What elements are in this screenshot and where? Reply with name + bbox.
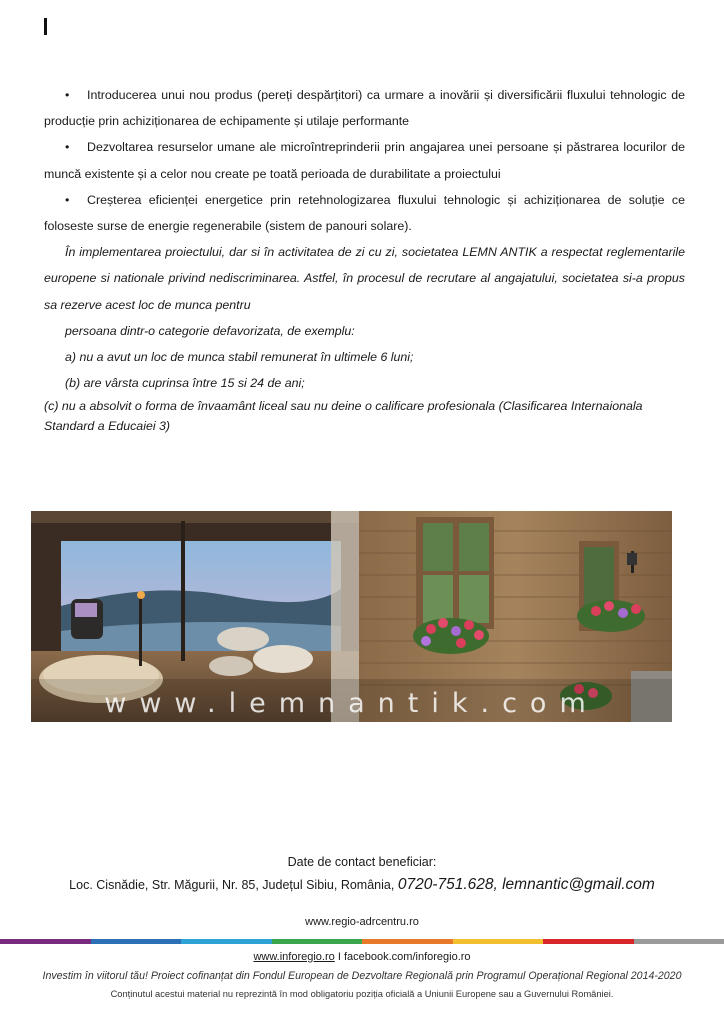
stripe-segment [453,939,544,944]
criterion-b: (b) are vârsta cuprinsa între 15 si 24 de ani; [65,376,305,391]
corner-mark [44,18,47,35]
contact-details [0,876,724,894]
bullet-text: Creșterea eficienței energetice prin retehnologizarea fluxului tehnologic și achiziționarea de soluție ce foloseste surse de energie regenerabile (sistem de panouri solare). [44,192,685,234]
regio-website-link[interactable]: www.regio-adrcentru.ro [305,916,419,928]
nondiscrimination-paragraph: În implementarea proiectului, dar si în activitatea de zi cu zi, societatea LEMN ANTIK a respectat reglementarile europene si nationale privind nediscriminarea. Astfel, în procesul de recrutare al angajatului, societatea si-a propus sa rezerve acest loc de munca pentru [44,245,685,312]
facebook-link[interactable]: facebook.com/inforegio.ro [343,951,471,963]
criterion-c: (c) nu a absolvit o forma de învaamânt liceal sau nu deine o calificare profesionala (Clasificarea Internaionala Standard a Educaiei 3) [44,399,643,434]
bullet-item [44,134,685,186]
company-photo [31,511,672,722]
bullet-dot: • [65,140,70,155]
footer-disclaimer: Conținutul acestui material nu reprezintă în mod obligatoriu poziția oficială a Uniunii Europene sau a Guvernului României. [110,989,614,999]
footer-links [0,951,724,963]
body-text [44,82,685,436]
bullet-text: Introducerea unui nou produs (pereți despărțitori) ca urmare a inovării și diversificării fluxului tehnologic de producție prin achiziționarea de echipamente și utilaje performante [44,88,685,129]
stripe-segment [634,939,724,944]
link-separator: I [337,951,341,963]
category-intro: persoana dintr-o categorie defavorizata, de exemplu: [65,323,355,338]
bullet-item [44,82,685,134]
contact-address: Loc. Cisnădie, Str. Măgurii, Nr. 85, Județul Sibiu, România, [69,878,395,892]
bullet-dot: • [65,192,70,207]
stripe-segment [181,939,272,944]
stripe-segment [272,939,363,944]
bullet-text: Dezvoltarea resurselor umane ale microîntreprinderii prin angajarea unei persoane și păstrarea locurilor de muncă existente și a celor nou create pe toată perioada de durabilitate a proiectului [44,140,685,181]
stripe-segment [543,939,634,944]
stripe-segment [91,939,182,944]
inforegio-link[interactable]: www.inforegio.ro [253,951,335,963]
color-stripe [0,939,724,944]
criterion-a: a) nu a avut un loc de munca stabil remunerat în ultimele 6 luni; [65,350,414,365]
contact-phone-email[interactable]: 0720-751.628, lemnantic@gmail.com [397,876,655,893]
bullet-item [44,187,685,239]
footer-slogan: Investim în viitorul tău! Proiect cofinanțat din Fondul European de Dezvoltare Regională prin Programul Operațional Regional 2014-2020 [42,970,682,982]
stripe-segment [0,939,91,944]
photo-watermark: www.lemnantik.com [104,688,599,719]
bullet-dot: • [65,88,70,102]
contact-title: Date de contact beneficiar: [287,855,437,869]
stripe-segment [362,939,453,944]
